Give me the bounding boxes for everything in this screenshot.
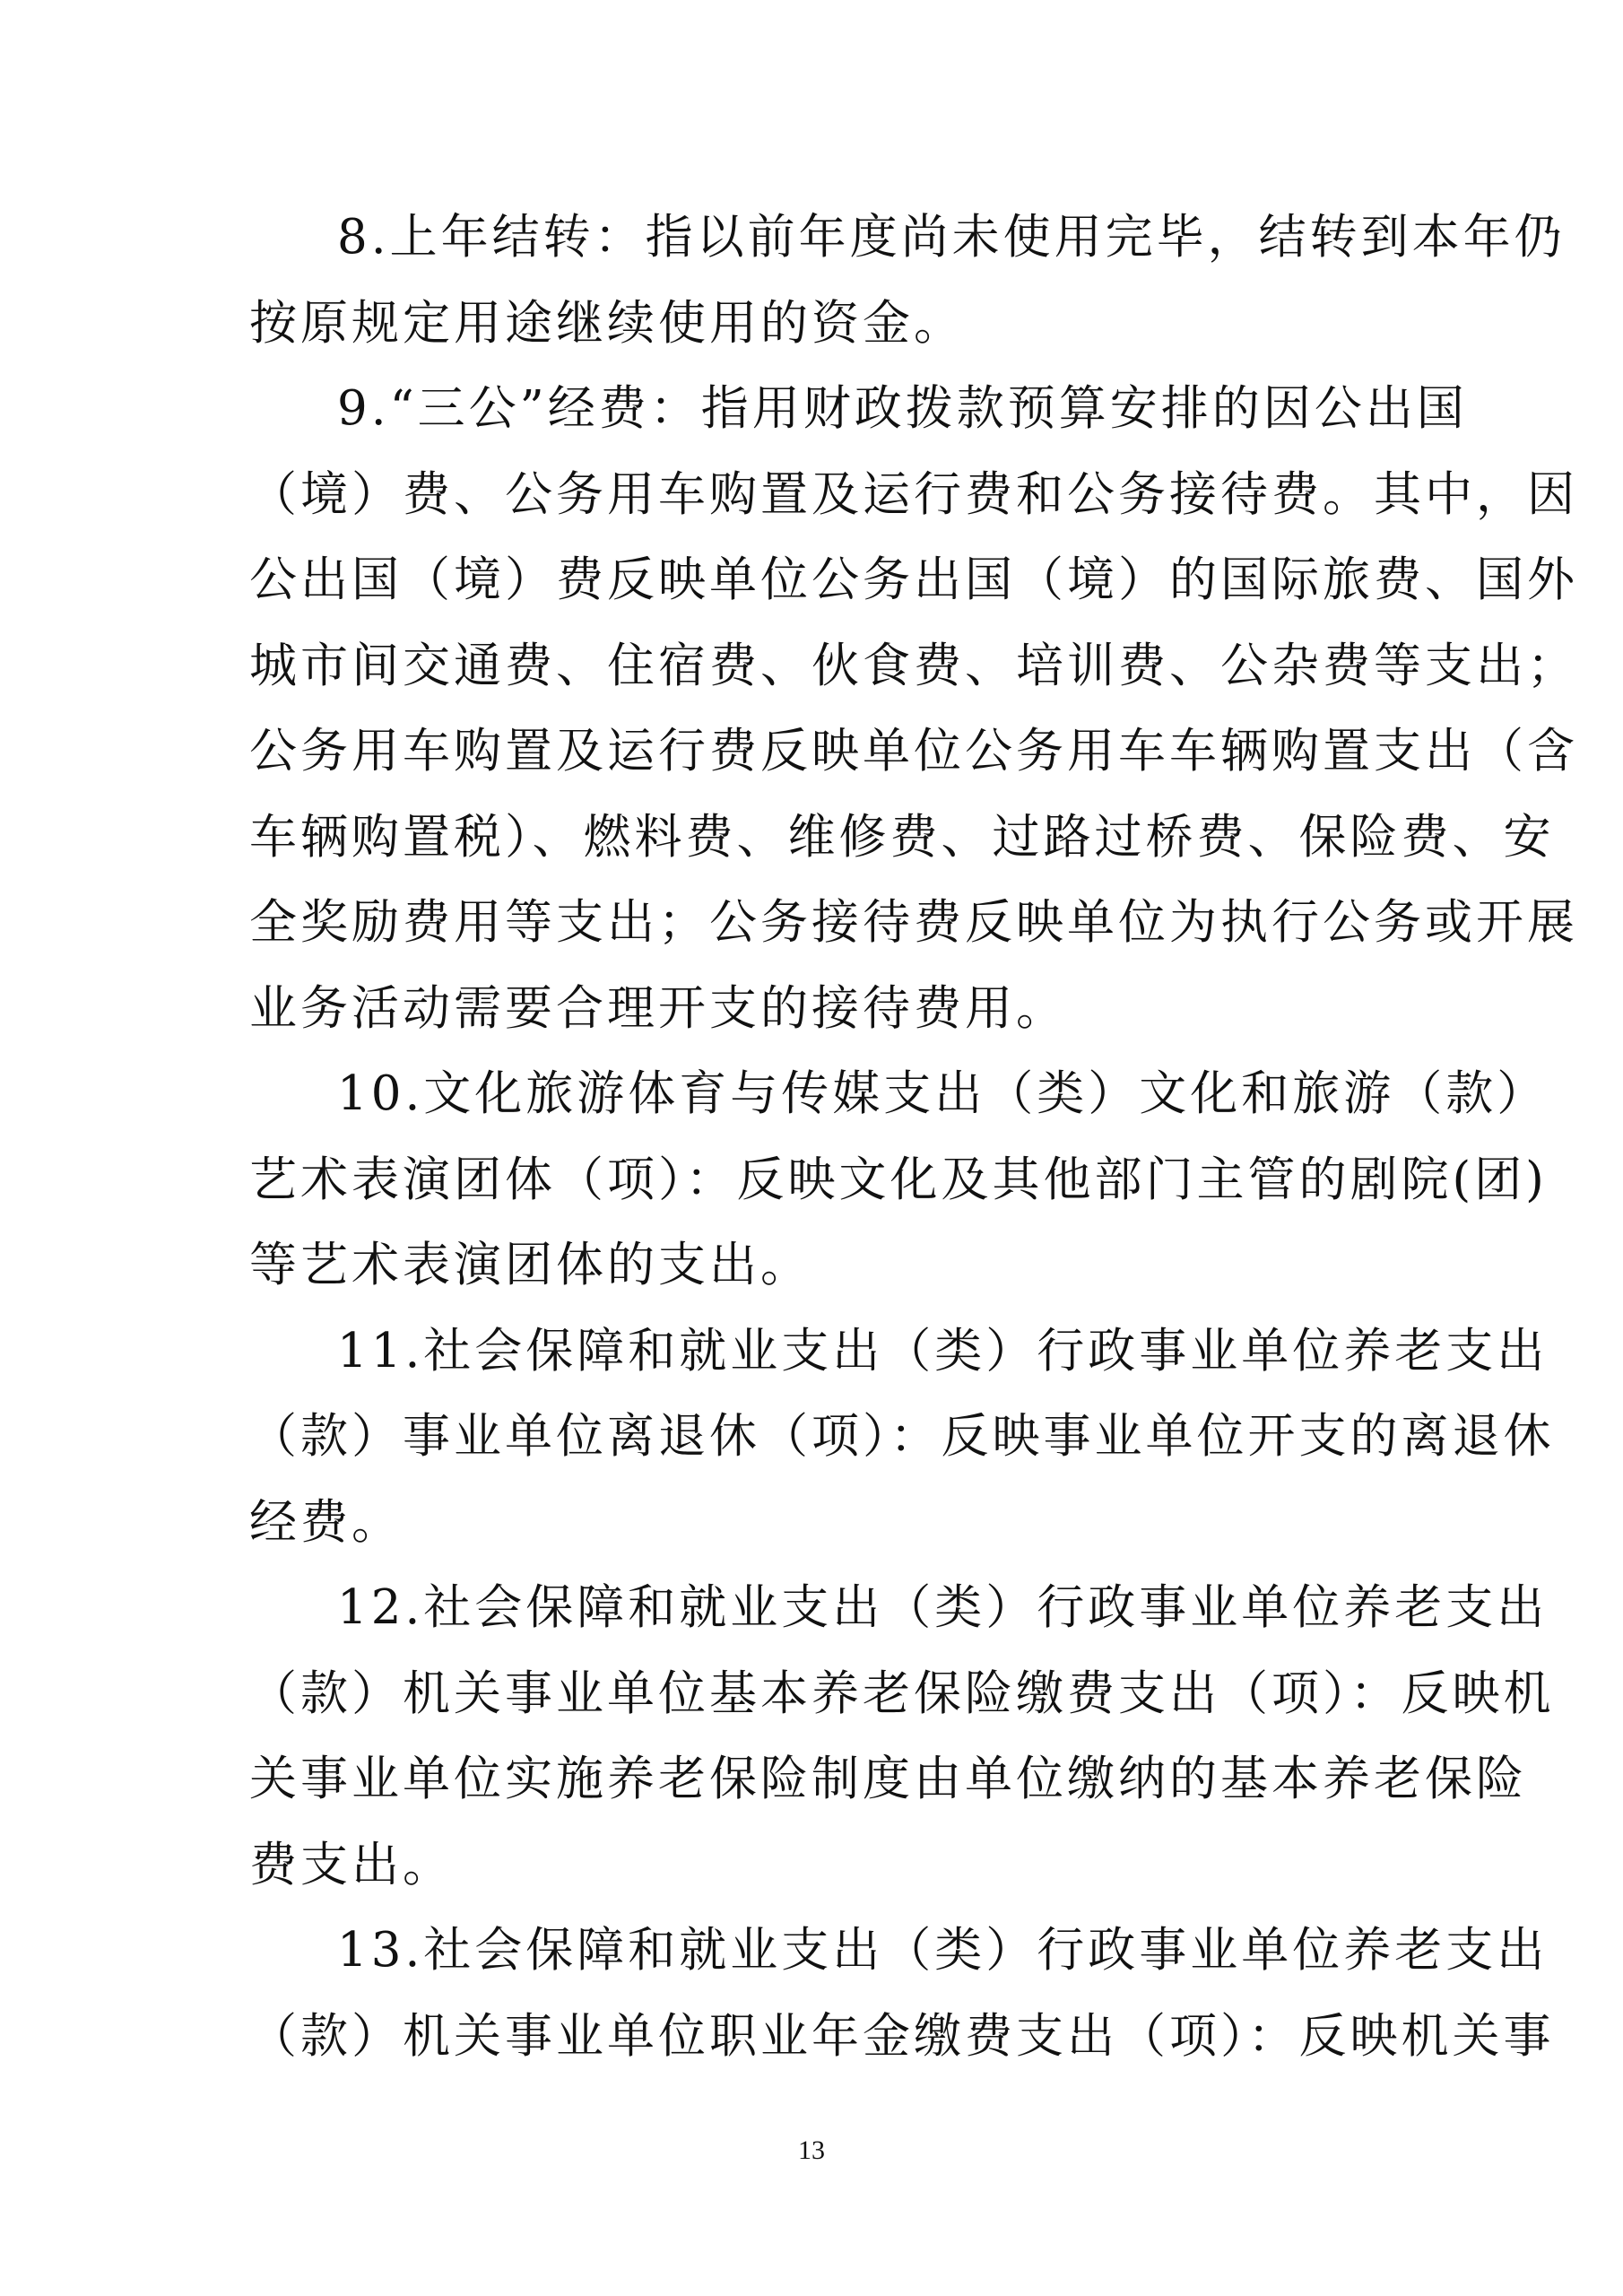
text-line: 13.社会保障和就业支出（类）行政事业单位养老支出: [337, 1923, 1549, 1978]
text-line: 10.文化旅游体育与传媒支出（类）文化和旅游（款）: [337, 1066, 1549, 1121]
text-line: 按原规定用途继续使用的资金。: [249, 296, 965, 351]
text-line: 艺术表演团体（项）：反映文化及其他部门主管的剧院(团): [249, 1152, 1548, 1207]
text-line: （款）机关事业单位职业年金缴费支出（项）：反映机关事: [249, 2009, 1555, 2064]
text-line: 11.社会保障和就业支出（类）行政事业单位养老支出: [337, 1324, 1549, 1378]
text-line: 车辆购置税）、燃料费、维修费、过路过桥费、保险费、安: [249, 810, 1555, 865]
text-line: 公出国（境）费反映单位公务出国（境）的国际旅费、国外: [249, 552, 1578, 607]
text-line: 8.上年结转：指以前年度尚未使用完毕，结转到本年仍: [337, 210, 1566, 265]
text-line: 费支出。: [249, 1838, 454, 1892]
text-line: 经费。: [249, 1495, 403, 1550]
text-line: （款）事业单位离退休（项）：反映事业单位开支的离退休: [249, 1409, 1555, 1464]
text-line: 12.社会保障和就业支出（类）行政事业单位养老支出: [337, 1580, 1549, 1635]
text-line: 9.“三公”经费：指用财政拨款预算安排的因公出国: [337, 381, 1468, 436]
text-line: 等艺术表演团体的支出。: [249, 1238, 812, 1292]
page-number: 13: [798, 2135, 825, 2165]
text-line: （款）机关事业单位基本养老保险缴费支出（项）：反映机: [249, 1666, 1555, 1721]
text-line: 业务活动需要合理开支的接待费用。: [249, 981, 1067, 1036]
text-line: 城市间交通费、住宿费、伙食费、培训费、公杂费等支出；: [249, 639, 1578, 693]
text-line: （境）费、公务用车购置及运行费和公务接待费。其中，因: [249, 467, 1578, 522]
text-line: 全奖励费用等支出；公务接待费反映单位为执行公务或开展: [249, 895, 1578, 950]
text-line: 公务用车购置及运行费反映单位公务用车车辆购置支出（含: [249, 724, 1578, 778]
text-line: 关事业单位实施养老保险制度由单位缴纳的基本养老保险: [249, 1752, 1527, 1806]
